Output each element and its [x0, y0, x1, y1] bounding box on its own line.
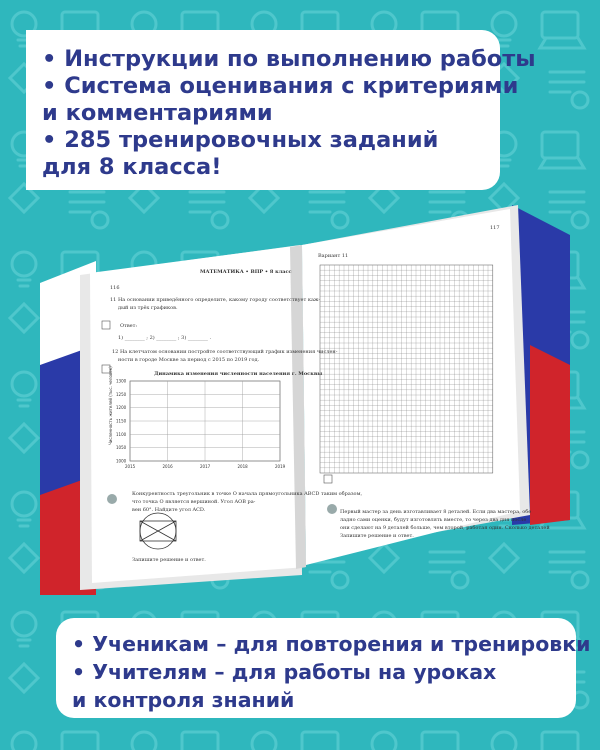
- chart-title: Динамика изменения численности населения г. Москвы: [154, 371, 323, 377]
- feature-line: • Инструкции по выполнению работы: [42, 46, 536, 72]
- x-tick-label: 2017: [200, 464, 211, 469]
- task-18b: ладно сами оценки, будут изготовлять вместе, то через два дня после: [340, 517, 527, 523]
- left-page-header: МАТЕМАТИКА • ВПР • 8 класс: [200, 269, 292, 275]
- benefit-line: и контроля знаний: [72, 688, 295, 712]
- y-tick-label: 1150: [116, 418, 127, 424]
- task-12b: ности в городе Москве за период с 2015 по 2019 год.: [118, 357, 260, 363]
- task-18d: Запишите решение и ответ.: [340, 533, 414, 539]
- variant-label: Вариант 11: [318, 253, 349, 259]
- feature-line: • Система оценивания с критериями: [42, 73, 519, 99]
- task-18: Первый мастер за день изготавливает 8 деталей. Если два мастера, обе: [340, 509, 532, 515]
- answer-label: Ответ:: [120, 323, 138, 329]
- y-tick-label: 1050: [116, 445, 127, 451]
- y-axis-label: Численность жителей (тыс. человек): [108, 366, 113, 445]
- y-tick-label: 1200: [116, 405, 127, 411]
- grid-paper: [320, 265, 493, 473]
- feature-line: • 285 тренировочных заданий: [42, 127, 439, 153]
- y-tick-label: 1300: [116, 378, 127, 384]
- y-tick-label: 1250: [116, 391, 127, 397]
- x-tick-label: 2018: [237, 464, 248, 469]
- x-tick-label: 2019: [275, 464, 286, 469]
- y-tick-label: 1000: [116, 458, 127, 464]
- features-card-top: [26, 30, 536, 190]
- open-book-illustration: [40, 195, 570, 605]
- left-page-number: 116: [110, 285, 120, 291]
- benefit-line: • Учителям – для работы на уроках: [72, 660, 497, 684]
- benefit-line: • Ученикам – для повторения и тренировки: [72, 632, 591, 656]
- task-18c: они сделают на 9 деталей больше, чем второй, работая один. Сколько деталей: [340, 525, 550, 531]
- features-card-bottom: [56, 618, 591, 718]
- task-11: 11 На основании приведённого определите, какому городу соответствует каж-: [110, 297, 321, 303]
- right-page-number: 117: [490, 225, 500, 231]
- task-13c: вен 60°. Найдите угол ACD.: [132, 507, 206, 513]
- feature-line: для 8 класса!: [42, 154, 222, 180]
- feature-line: и комментариями: [42, 100, 273, 126]
- y-tick-label: 1100: [116, 431, 127, 437]
- x-tick-label: 2016: [162, 464, 173, 469]
- task-13: Конкурентность треугольник в точке О начала прямоугольника ABCD таким образом,: [132, 491, 363, 497]
- answer-blanks: 1) ________ ; 2) ________ ; 3) ________ .: [118, 335, 212, 341]
- task-12: 12 На клетчатом основании постройте соответствующий график изменения числен-: [112, 349, 338, 355]
- task-13b: что точка О является вершиной. Угол AOB ра-: [132, 499, 256, 505]
- left-footer: Запишите решение и ответ.: [132, 557, 206, 563]
- left-page: [90, 245, 306, 583]
- x-tick-label: 2015: [125, 464, 136, 469]
- task-11b: дый из трёх графиков.: [118, 305, 178, 311]
